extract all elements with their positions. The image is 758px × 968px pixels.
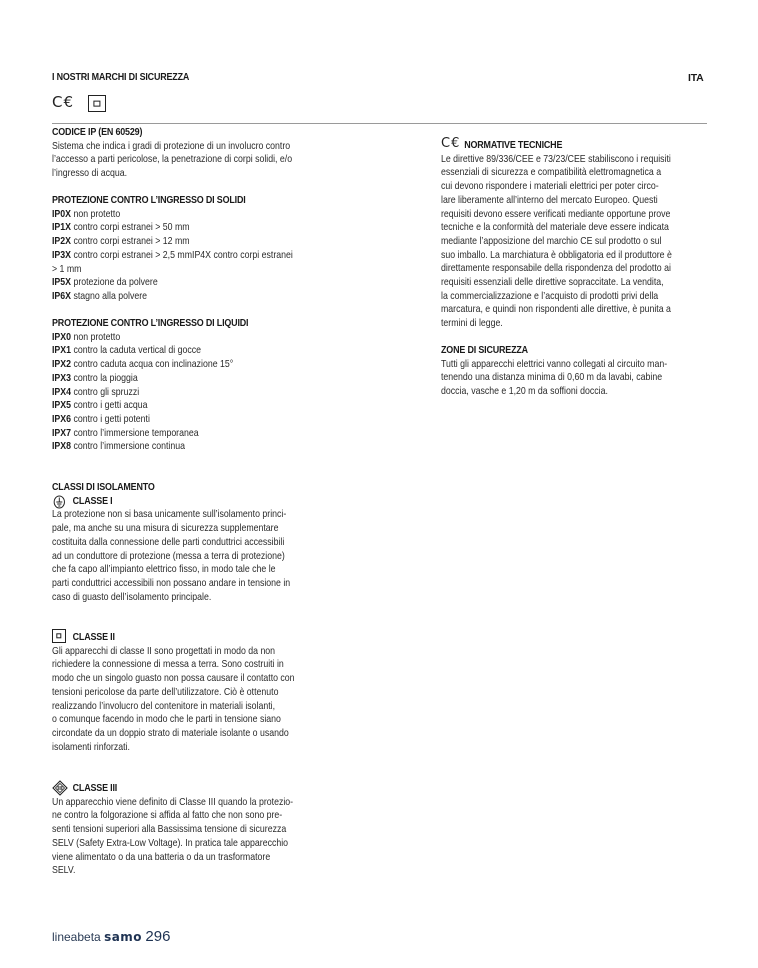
zone-text xyxy=(441,358,667,399)
list-item xyxy=(52,263,293,277)
classe-3-text xyxy=(52,796,293,878)
list-item xyxy=(52,386,248,400)
text-line: tenendo una distanza minima di 0,60 m da lavabi, cabine xyxy=(441,372,663,384)
text-line: ad un conduttore di protezione (messa a terra di protezione) xyxy=(52,550,285,562)
list-item xyxy=(52,427,248,441)
ip-code: IPX1 xyxy=(52,345,72,357)
classe-2-section xyxy=(52,631,295,754)
text-line: Le direttive 89/336/CEE e 73/23/CEE stabiliscono i requisiti xyxy=(441,153,671,165)
classe-1-heading xyxy=(52,495,290,509)
text-line: caso di guasto dell’isolamento principale. xyxy=(52,591,212,603)
text-line: richiedere la connessione di messa a terra. Sono costruiti in xyxy=(52,659,284,671)
ip-description: contro l’immersione temporanea xyxy=(73,427,199,439)
ip-description: contro i getti potenti xyxy=(73,413,150,425)
text-line: Tutti gli apparecchi elettrici vanno collegati al circuito man- xyxy=(441,358,668,370)
text-line: che fa capo all’impianto elettrico fisso, in modo tale che le xyxy=(52,564,276,576)
normative-section xyxy=(441,139,672,331)
header-divider xyxy=(52,123,707,124)
text-line: Sistema che indica i gradi di protezione di un involucro contro xyxy=(52,140,291,152)
ce-mark-icon: C€ xyxy=(441,136,461,151)
liquidi-heading: PROTEZIONE CONTRO L’INGRESSO DI LIQUIDI xyxy=(52,318,249,329)
brand-lineabeta: lineabeta xyxy=(52,930,101,944)
diamond-iii-label: III xyxy=(57,785,63,792)
text-line: La protezione non si basa unicamente sull’isolamento princi- xyxy=(52,509,287,521)
list-item xyxy=(52,358,248,372)
text-line: doccia, vasche e 1,20 m da soffioni doccia. xyxy=(441,386,608,398)
text-line: pale, ma anche su una misura di sicurezza supplementare xyxy=(52,523,279,535)
classe-3-title: CLASSE III xyxy=(72,783,118,794)
text-line: circondate da un doppio strato di materiale isolante o usando xyxy=(52,727,289,739)
ip-description: contro corpi estranei > 2,5 mmIP4X contro corpi estranei xyxy=(73,249,293,261)
list-item xyxy=(52,208,293,222)
classe-1-title: CLASSE I xyxy=(72,495,113,507)
text-line: tecniche e la conformità del materiale deve essere indicata xyxy=(441,222,669,234)
text-line: mediante l’apposizione del marchio CE sul prodotto o sul xyxy=(441,235,662,247)
text-line: essenziali di sicurezza e compatibilità elettromagnetica a xyxy=(441,167,662,179)
zone-heading: ZONE DI SICUREZZA xyxy=(441,345,528,356)
ip-description: non protetto xyxy=(73,208,121,220)
text-line: requisiti devono essere verificati mediante opportune prove xyxy=(441,208,671,220)
ip-description: > 1 mm xyxy=(52,263,82,275)
classe-2-text xyxy=(52,645,295,755)
ip-description: stagno alla polvere xyxy=(73,290,148,302)
text-line: SELV (Safety Extra-Low Voltage). In pratica tale apparecchio xyxy=(52,837,289,849)
text-line: lare liberamente all’interno del mercato Europeo. Questi xyxy=(441,194,658,206)
ip-description: contro i getti acqua xyxy=(73,400,148,412)
ip-code: IPX6 xyxy=(52,413,72,425)
ip-description: protezione da polvere xyxy=(73,277,158,289)
ip-code: IPX3 xyxy=(52,372,72,384)
list-item xyxy=(52,413,248,427)
list-item xyxy=(52,372,248,386)
text-line: direttamente responsabile della rispondenza del prodotto ai xyxy=(441,263,671,275)
ip-description: contro la caduta vertical di gocce xyxy=(73,345,202,357)
ip-code: IP1X xyxy=(52,222,72,234)
class-ii-double-square-icon xyxy=(88,95,106,112)
solidi-heading: PROTEZIONE CONTRO L’INGRESSO DI SOLIDI xyxy=(52,195,246,206)
liquidi-list xyxy=(52,331,248,454)
earth-ground-icon xyxy=(53,495,66,509)
codice-ip-text xyxy=(52,140,292,181)
ip-code: IPX0 xyxy=(52,331,72,343)
codice-ip-section xyxy=(52,126,292,181)
text-line: cui devono rispondere i materiali elettrici per poter circo- xyxy=(441,181,659,193)
text-line: o comunque facendo in modo che le parti in tensione siano xyxy=(52,714,281,726)
text-line: Un apparecchio viene definito di Classe III quando la protezio- xyxy=(52,796,294,808)
classe-1-text xyxy=(52,508,290,604)
footer xyxy=(52,928,170,945)
text-line: parti conduttrici accessibili non possano andare in tensione in xyxy=(52,577,291,589)
text-line: costituita dalla connessione delle parti conduttrici accessibili xyxy=(52,536,285,548)
ip-code: IPX8 xyxy=(52,441,72,453)
list-item xyxy=(52,221,293,235)
ip-code: IP0X xyxy=(52,208,72,220)
text-line: suo imballo. La marchiatura è obbligatoria ed il produttore è xyxy=(441,249,672,261)
text-line: senti tensioni superiori alla Bassissima tensione di sicurezza xyxy=(52,824,287,836)
ip-code: IPX7 xyxy=(52,427,72,439)
list-item xyxy=(52,276,293,290)
list-item xyxy=(52,399,248,413)
classe-3-section xyxy=(52,782,293,878)
ip-code: IPX2 xyxy=(52,359,72,371)
brand-samo-logo: samo xyxy=(104,930,143,944)
ip-description: non protetto xyxy=(73,331,121,343)
text-line: ne contro la folgorazione si affida al fatto che non sono pre- xyxy=(52,810,283,822)
normative-text xyxy=(441,153,672,331)
text-line: Gli apparecchi di classe II sono progettati in modo da non xyxy=(52,645,276,657)
ip-code: IP3X xyxy=(52,249,72,261)
text-line: requisiti essenziali delle direttive sopraccitate. La vendita, xyxy=(441,277,664,289)
ip-code: IP5X xyxy=(52,277,72,289)
text-line: tensioni pericolose da parte dell’utilizzatore. Ciò è ottenuto xyxy=(52,686,279,698)
ip-code: IP6X xyxy=(52,290,72,302)
text-line: l’accesso a parti pericolose, la penetrazione di corpi solidi, e/o xyxy=(52,154,293,166)
ip-description: contro corpi estranei > 12 mm xyxy=(73,236,190,248)
classi-section xyxy=(52,481,290,604)
text-line: marcatura, e quindi non rispondenti alle direttive, è punita a xyxy=(441,304,671,316)
ce-mark-icon: C€ xyxy=(52,93,75,111)
list-item xyxy=(52,235,293,249)
text-line: realizzando l’involucro del contenitore in materiali isolanti, xyxy=(52,700,276,712)
text-line: termini di legge. xyxy=(441,318,503,330)
list-item xyxy=(52,290,293,304)
text-line: viene alimentato o da una batteria o da un trasformatore xyxy=(52,851,271,863)
codice-ip-heading: CODICE IP (EN 60529) xyxy=(52,127,143,138)
list-item xyxy=(52,344,248,358)
classe-2-title: CLASSE II xyxy=(72,632,115,643)
page-number: 296 xyxy=(145,928,171,945)
ip-description: contro gli spruzzi xyxy=(73,386,140,398)
language-label: ITA xyxy=(688,72,704,84)
liquidi-section xyxy=(52,317,248,454)
ip-description: contro la pioggia xyxy=(73,372,138,384)
list-item xyxy=(52,249,293,263)
solidi-section xyxy=(52,194,293,304)
list-item xyxy=(52,331,248,345)
ip-description: contro corpi estranei > 50 mm xyxy=(73,222,190,234)
normative-heading: NORMATIVE TECNICHE xyxy=(464,140,563,151)
ip-description: contro l’immersione continua xyxy=(73,441,185,453)
list-item xyxy=(52,440,248,454)
ip-description: contro caduta acqua con inclinazione 15° xyxy=(73,359,234,371)
solidi-list xyxy=(52,208,293,304)
page-section-title: I NOSTRI MARCHI DI SICUREZZA xyxy=(52,72,190,83)
ip-code: IP2X xyxy=(52,236,72,248)
classi-heading: CLASSI DI ISOLAMENTO xyxy=(52,482,155,493)
ip-code: IPX4 xyxy=(52,386,72,398)
text-line: SELV. xyxy=(52,865,76,877)
text-line: modo che un singolo guasto non possa causare il contatto con xyxy=(52,673,295,685)
text-line: la commercializzazione e l’acquisto di prodotti privi della xyxy=(441,290,659,302)
text-line: isolamenti rinforzati. xyxy=(52,741,130,753)
zone-section xyxy=(441,344,667,399)
text-line: l’ingresso di acqua. xyxy=(52,168,128,180)
ip-code: IPX5 xyxy=(52,400,72,412)
